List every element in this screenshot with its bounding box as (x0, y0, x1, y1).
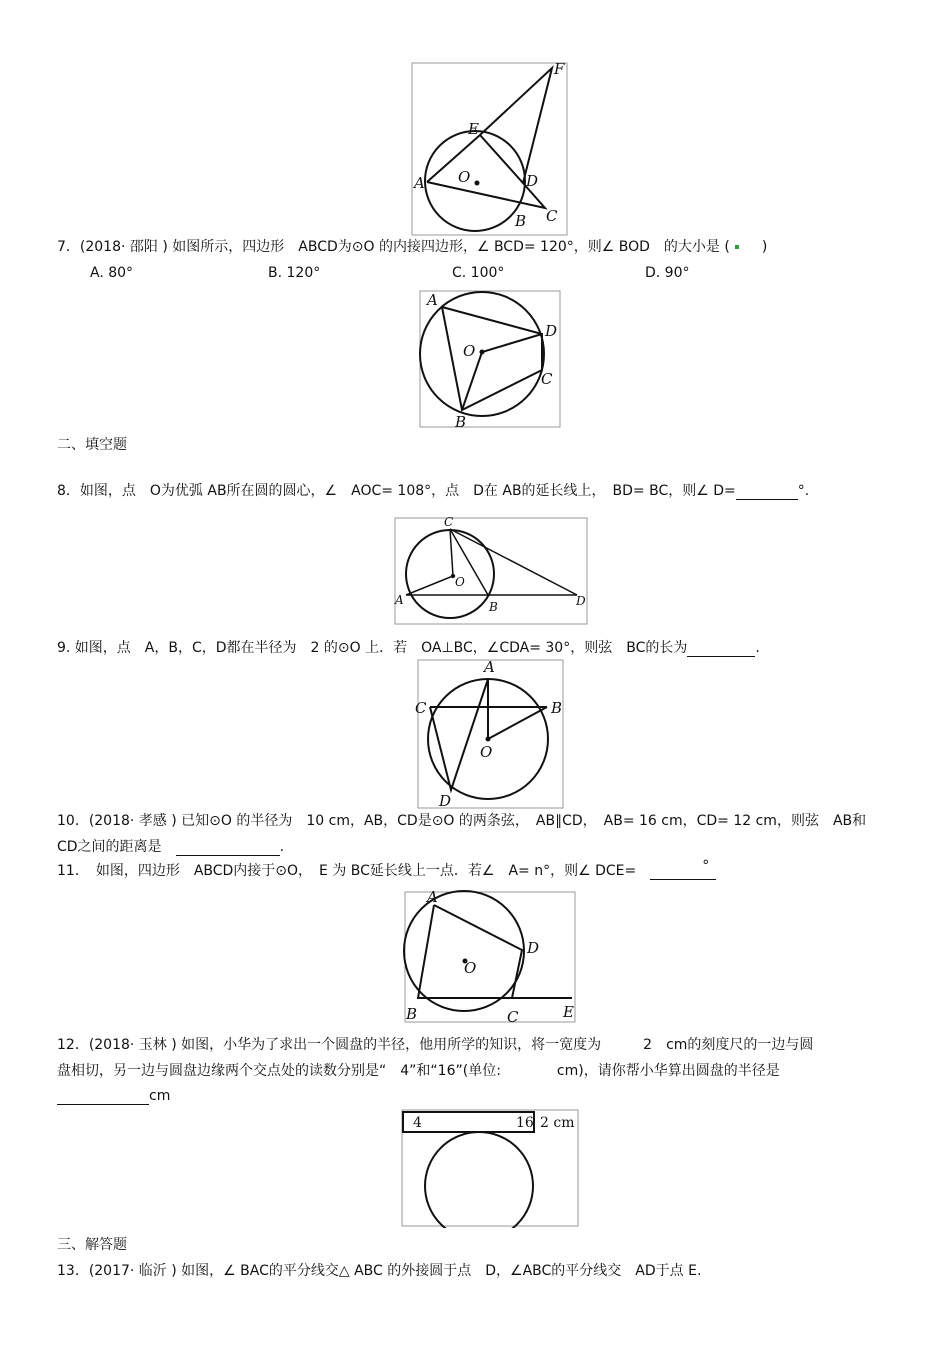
q10-line1: 10．(2018· 孝感 ) 已知⊙O 的半径为 10 cm，AB，CD是⊙O 的两条弦， AB∥CD， AB= 16 cm，CD= 12 cm，则弦 AB和 (57, 813, 867, 829)
fig4-label-a: A (484, 658, 495, 676)
fig3-label-c: C (444, 515, 454, 529)
q12-line1: 12．(2018· 玉林 ) 如图，小华为了求出一个圆盘的半径，他用所学的知识，将一宽度为 2 cm的刻度尺的一边与圆 (57, 1037, 814, 1053)
fig2-label-o: O (463, 342, 476, 360)
fig2-label-a: A (427, 291, 438, 309)
q11-stem: 11． 如图，四边形 ABCD内接于⊙O， E 为 BC延长线上一点．若∠ A= n°，则∠ DCE= ° (57, 861, 716, 880)
q7-option-b: B. 120° (268, 265, 321, 281)
fig6-label-4: 4 (413, 1115, 422, 1131)
q8-stem: 8．如图，点 O为优弧 AB所在圆的圆心，∠ AOC= 108°，点 D在 AB的延长线上， BD= BC，则∠ D= °. (57, 483, 810, 499)
figure-q6 (400, 58, 580, 238)
fig1-label-b: B (515, 212, 527, 230)
fig3-label-d: D (576, 594, 586, 608)
q7-option-a: A. 80° (90, 265, 134, 281)
fig5-label-d: D (527, 939, 540, 957)
q10-line2: CD之间的距离是 . (57, 839, 285, 855)
fig1-label-o: O (458, 168, 471, 186)
fig4-label-b: B (551, 699, 563, 717)
q13-stem: 13．(2017· 临沂 ) 如图，∠ BAC的平分线交△ ABC 的外接圆于点 D，∠ABC的平分线交 AD于点 E. (57, 1263, 702, 1279)
fig4-label-o: O (480, 743, 493, 761)
q9-answer-blank (687, 638, 755, 657)
fig6-label-16: 16 (516, 1115, 534, 1131)
figure-q8 (392, 515, 592, 627)
q12-line2: 盘相切，另一边与圆盘边缘两个交点处的读数分别是“ 4”和“16”(单位: cm)，请你帮小华算出圆盘的半径是 (57, 1063, 780, 1079)
fig5-label-c: C (507, 1008, 519, 1025)
section-solve: 三、解答题 (57, 1237, 127, 1253)
green-marker (735, 245, 739, 249)
q9-stem: 9. 如图，点 A，B，C，D都在半径为 2 的⊙O 上．若 OA⊥BC，∠CDA= 30°，则弦 BC的长为 . (57, 640, 760, 656)
fig1-label-f: F (554, 60, 565, 78)
fig6-label-2cm: 2 cm (540, 1115, 575, 1131)
figure-q12 (398, 1106, 582, 1228)
q7-stem: 7．(2018· 邵阳 ) 如图所示，四边形 ABCD为⊙O 的内接四边形，∠ BCD= 120°，则∠ BOD 的大小是 ( ) (57, 239, 768, 255)
fig5-label-o: O (464, 959, 477, 977)
fig4-label-c: C (415, 699, 427, 717)
fig5-label-a: A (427, 888, 438, 906)
fig1-label-c: C (546, 207, 558, 225)
fig1-label-a: A (414, 174, 425, 192)
fig5-label-e: E (563, 1003, 574, 1021)
figure-q11 (402, 888, 580, 1025)
q7-option-d: D. 90° (645, 265, 690, 281)
section-fill-in: 二、填空题 (57, 437, 127, 453)
q12-answer-blank (57, 1086, 149, 1105)
fig1-label-e: E (468, 120, 479, 138)
fig4-label-d: D (439, 792, 452, 810)
fig1-label-d: D (526, 172, 539, 190)
fig5-label-b: B (406, 1005, 418, 1023)
q7-option-c: C. 100° (452, 265, 505, 281)
fig2-label-d: D (545, 322, 558, 340)
fig3-label-b: B (489, 600, 498, 614)
q12-line3: cm (57, 1086, 170, 1105)
fig2-label-c: C (541, 370, 553, 388)
q10-answer-blank (176, 837, 280, 856)
fig2-label-b: B (455, 413, 467, 430)
q8-answer-blank (736, 481, 798, 500)
q11-answer-blank: ° (650, 861, 716, 880)
fig3-label-o: O (455, 575, 465, 589)
fig3-label-a: A (395, 593, 404, 607)
figure-q7 (415, 288, 565, 430)
figure-q9 (410, 655, 572, 810)
